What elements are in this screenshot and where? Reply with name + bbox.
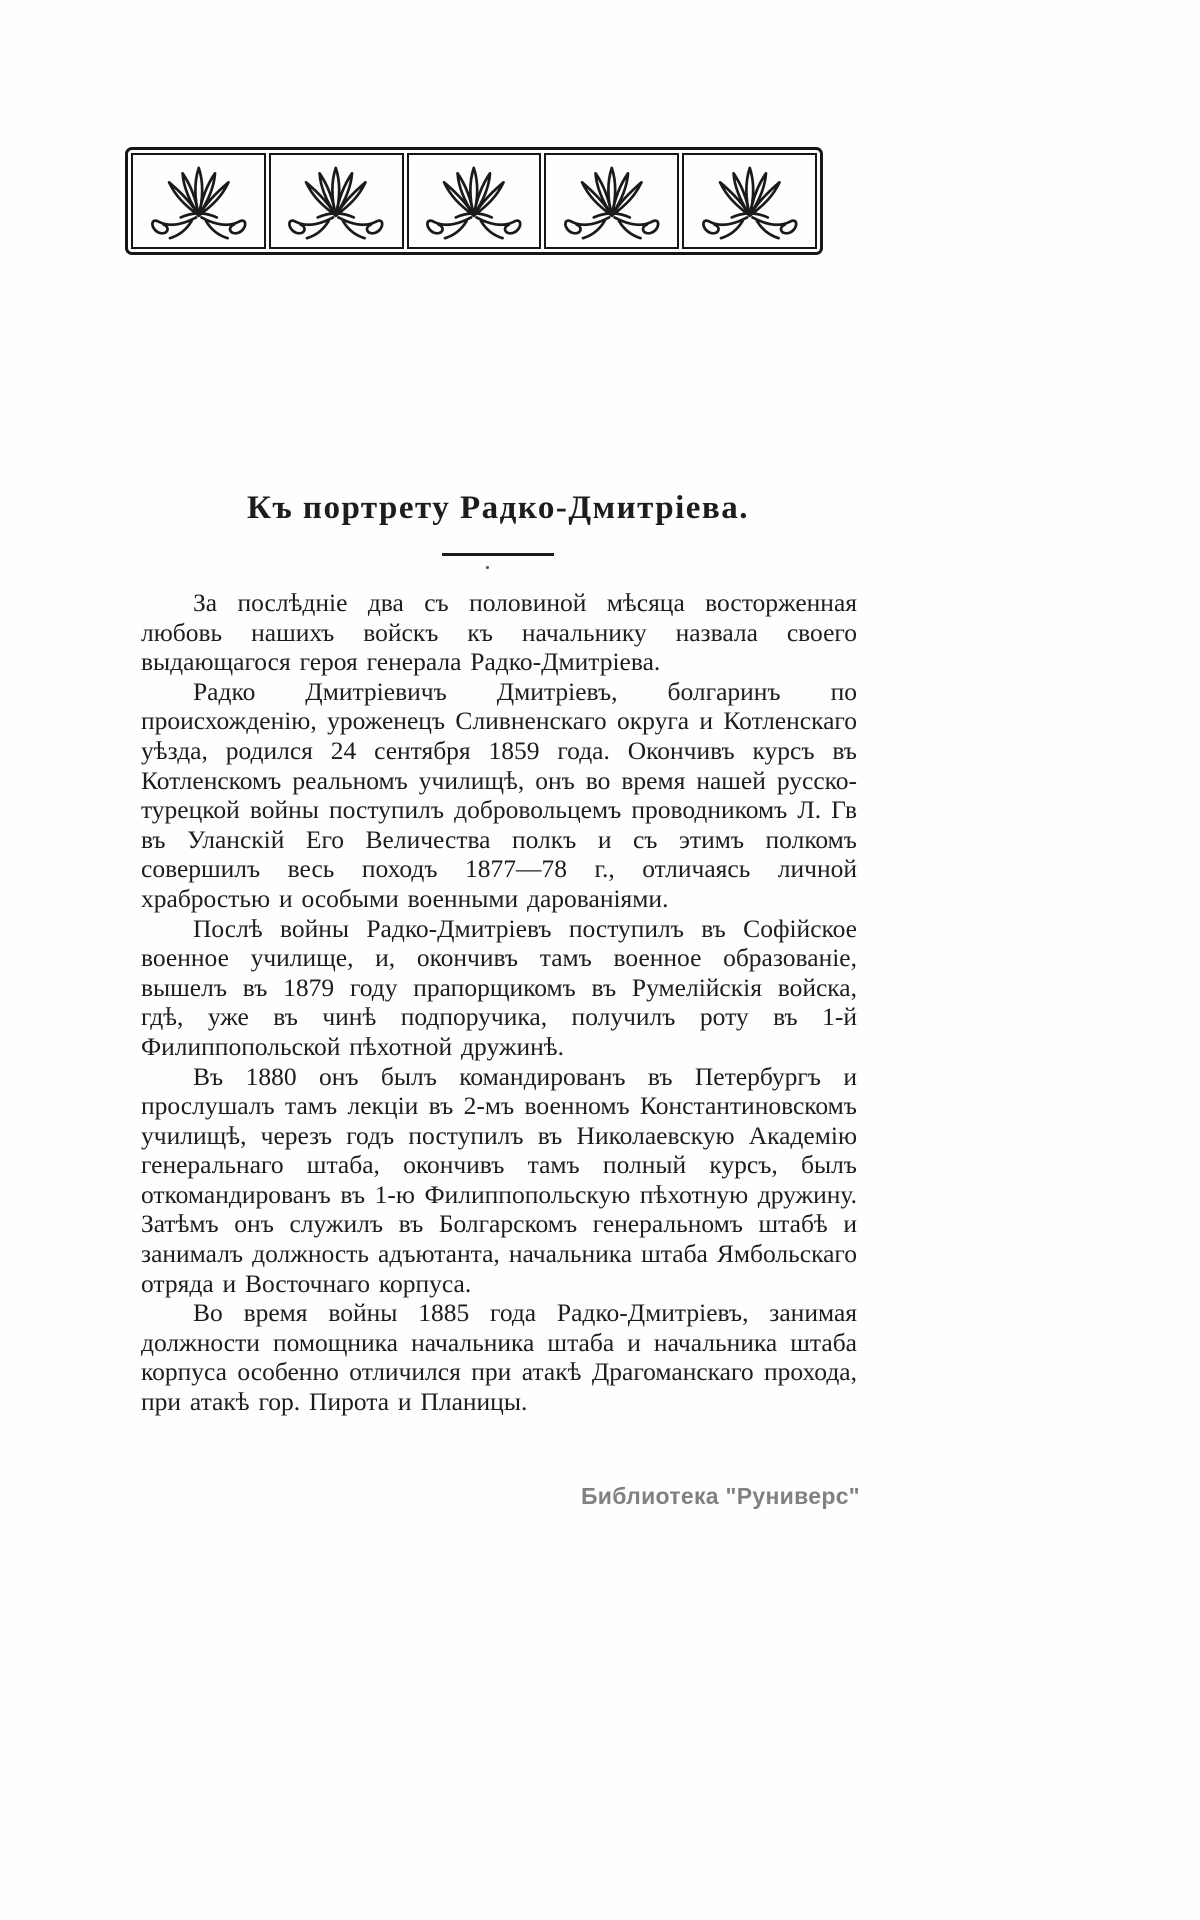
paragraph: Радко Дмитріевичъ Дмитріевъ, болгаринъ по происхожденію, уроженецъ Сливненскаго округа и Котленскаго уѣзда, родился 24 сентября 1859 года. Окончивъ курсъ въ Котленскомъ реальномъ училищѣ, онъ во время нашей русско-турецкой войны поступилъ добровольцемъ проводникомъ Л. Гв въ Уланскій Его Величества полкъ и съ этимъ полкомъ совершилъ весь походъ 1877—78 г., отличаясь личной храбростью и особыми военными дарованіями. bbox=[141, 676, 857, 913]
ornament-panel bbox=[544, 153, 679, 249]
ornament-panel bbox=[407, 153, 542, 249]
paragraph: Во время войны 1885 года Радко-Дмитріевъ, занимая должности помощника начальника штаба и начальника штаба корпуса особенно отличился при атакѣ Драгоманскаго прохода, при атакѣ гор. Пирота и Планицы. bbox=[141, 1298, 857, 1417]
article-text bbox=[141, 588, 857, 1417]
library-watermark: Библиотека "Руниверс" bbox=[580, 1483, 860, 1509]
ornament-band bbox=[125, 147, 823, 255]
palmette-ornament-icon bbox=[687, 158, 813, 244]
paragraph: Въ 1880 онъ былъ командированъ въ Петербургъ и прослушалъ тамъ лекціи въ 2-мъ военномъ Константиновскомъ училищѣ, черезъ годъ поступилъ въ Николаевскую Академію генеральнаго штаба, окончивъ тамъ полный курсъ, былъ откомандированъ въ 1-ю Филиппопольскую пѣхотную дружину. Затѣмъ онъ служилъ въ Болгарскомъ генеральномъ штабѣ и занималъ должность адъютанта, начальника штаба Ямбольскаго отряда и Восточнаго корпуса. bbox=[141, 1061, 857, 1298]
paragraph: За послѣдніе два съ половиной мѣсяца восторженная любовь нашихъ войскъ къ начальнику назвала своего выдающагося героя генерала Радко-Дмитріева. bbox=[141, 588, 857, 677]
paragraph: Послѣ войны Радко-Дмитріевъ поступилъ въ Софійское военное училище, и, окончивъ тамъ военное образованіе, вышелъ въ 1879 году прапорщикомъ въ Румелійскія войска, гдѣ, уже въ чинѣ подпоручика, получилъ роту въ 1-й Филиппопольской пѣхотной дружинѣ. bbox=[141, 913, 857, 1061]
palmette-ornament-icon bbox=[273, 158, 399, 244]
ornament-panel bbox=[269, 153, 404, 249]
page-title: Къ портрету Радко-Дмитріева. bbox=[247, 490, 749, 527]
ornament-panel bbox=[131, 153, 266, 249]
title-divider bbox=[442, 553, 554, 556]
ornament-panel bbox=[682, 153, 817, 249]
palmette-ornament-icon bbox=[549, 158, 675, 244]
title-divider-dot bbox=[486, 566, 489, 569]
palmette-ornament-icon bbox=[411, 158, 537, 244]
palmette-ornament-icon bbox=[136, 158, 262, 244]
